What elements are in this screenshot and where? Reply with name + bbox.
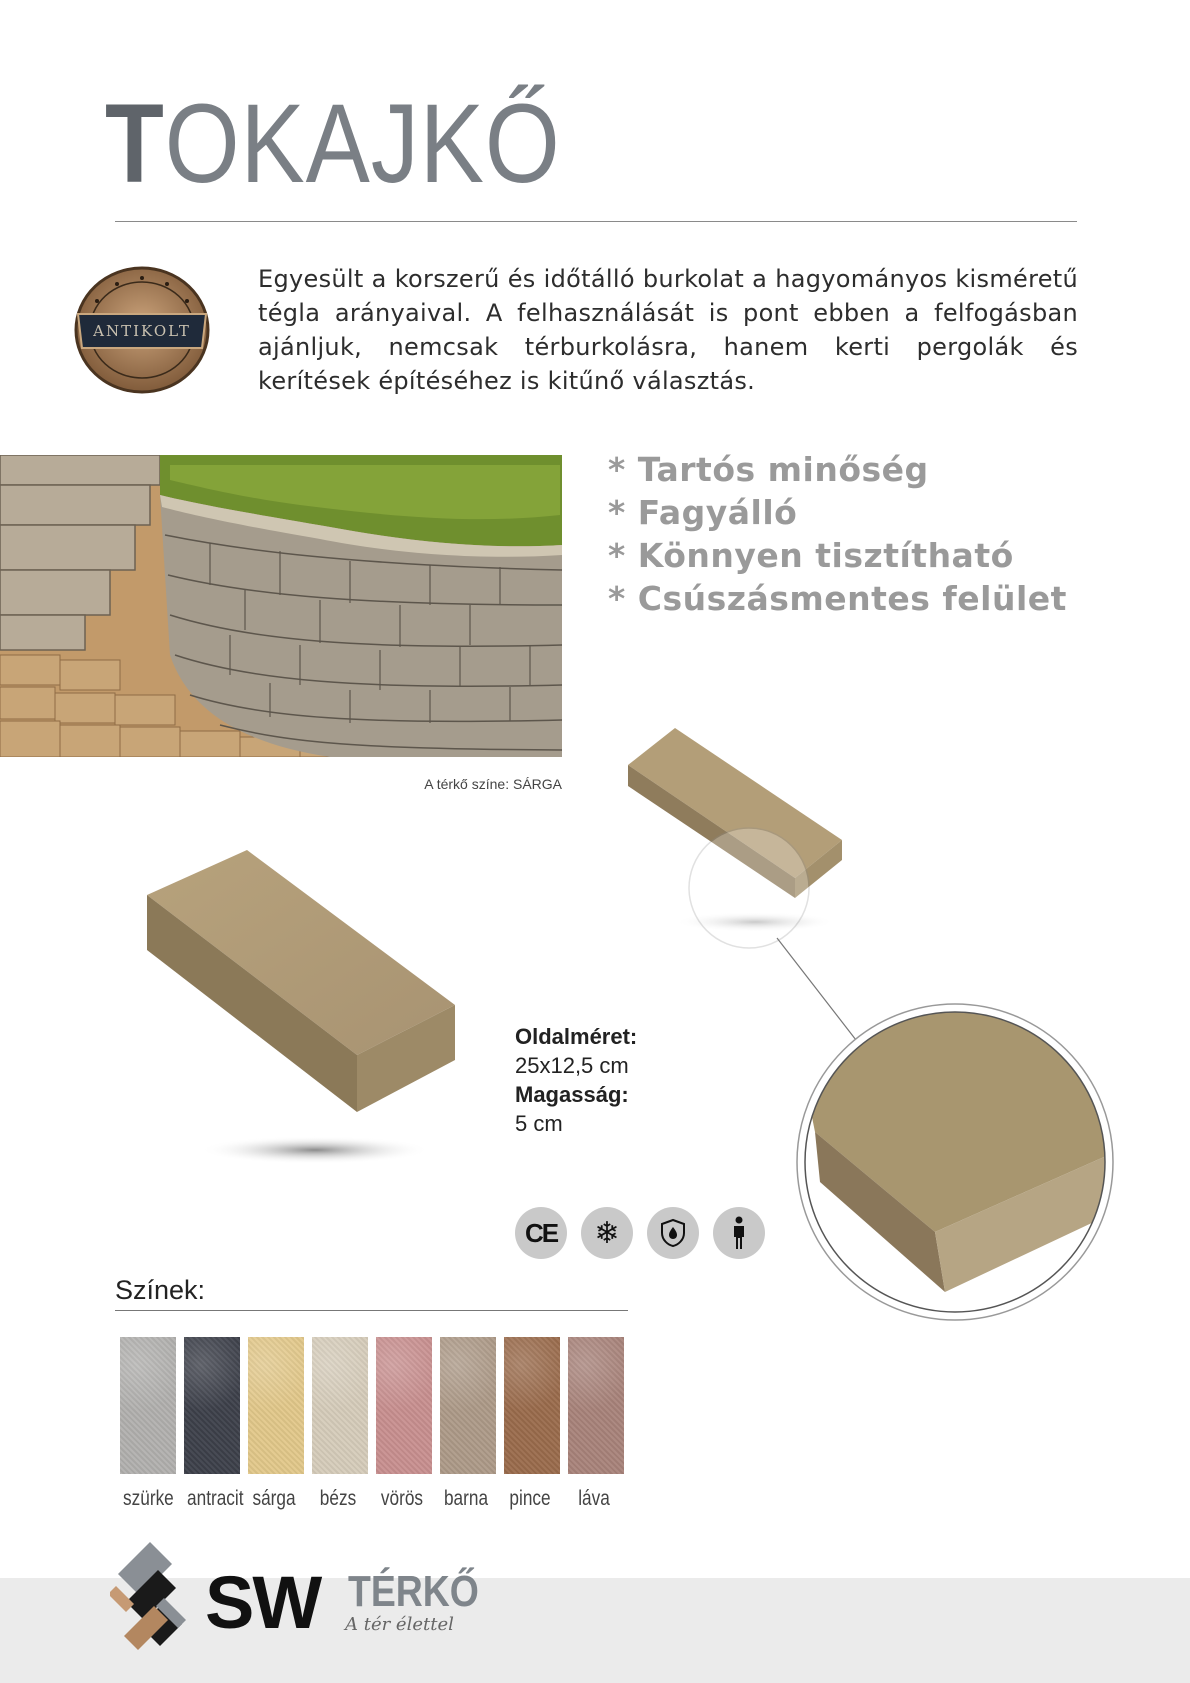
color-label: pince [509, 1487, 551, 1510]
swatch-barna [440, 1337, 496, 1474]
sw-terko-logo-icon [110, 1540, 195, 1655]
color-label: antracit [187, 1487, 244, 1510]
swatch-sarga [248, 1337, 304, 1474]
feature-item: * Tartós minőség [608, 450, 929, 489]
title-divider [115, 221, 1077, 222]
color-swatches [120, 1337, 624, 1474]
color-label: szürke [123, 1487, 174, 1510]
ce-mark-icon: CE [515, 1207, 567, 1259]
logo-terko-text: TÉRKŐ [348, 1567, 479, 1616]
feature-item: * Könnyen tisztítható [608, 536, 1014, 575]
logo-tagline: A tér élettel [345, 1614, 454, 1635]
zoom-detail-circle [795, 1002, 1115, 1322]
stone-small-image [620, 720, 855, 950]
color-label: láva [578, 1487, 610, 1510]
side-size-label: Oldalméret: [515, 1024, 638, 1049]
side-size-value: 25x12,5 cm [515, 1053, 629, 1078]
color-label: sárga [252, 1487, 296, 1510]
colors-divider [115, 1310, 628, 1311]
color-label: vörös [380, 1487, 424, 1510]
frost-resistant-icon: ❄ [581, 1207, 633, 1259]
page-title [105, 81, 561, 206]
swatch-voros [376, 1337, 432, 1474]
spec-block [515, 1022, 637, 1138]
certification-icons [515, 1207, 765, 1259]
non-slip-icon [713, 1207, 765, 1259]
color-label: bézs [319, 1487, 357, 1510]
feature-list [608, 448, 1067, 620]
feature-item: * Fagyálló [608, 493, 798, 532]
height-value: 5 cm [515, 1111, 563, 1136]
stone-large-image [135, 840, 465, 1170]
badge-text: ANTIKOLT [93, 322, 191, 340]
feature-item: * Csúszásmentes felület [608, 579, 1067, 618]
title-first-letter: T [105, 81, 165, 206]
color-label: barna [443, 1487, 489, 1510]
colors-heading: Színek: [115, 1275, 206, 1305]
intro-text: Egyesült a korszerű és időtálló burkolat a hagyományos kisméretű tégla arányaival. A felhasználását is pont ebben a felfogásban ajánljuk, nemcsak térburkolásra, hanem kerti pergolák és kerítések építéséhez is kitűnő választás. [258, 265, 1078, 395]
swatch-lava [568, 1337, 624, 1474]
swatch-bezs [312, 1337, 368, 1474]
swatch-szurke [120, 1337, 176, 1474]
height-label: Magasság: [515, 1082, 629, 1107]
title-rest: OKAJKŐ [164, 81, 561, 206]
logo-sw-text: SW [205, 1561, 321, 1644]
color-labels [118, 1487, 622, 1511]
water-resistant-icon [647, 1207, 699, 1259]
swatch-pince [504, 1337, 560, 1474]
garden-wall-photo [0, 455, 562, 757]
antikolt-badge-icon [72, 266, 212, 394]
photo-caption: A térkő színe: SÁRGA [424, 776, 562, 792]
swatch-antracit [184, 1337, 240, 1474]
